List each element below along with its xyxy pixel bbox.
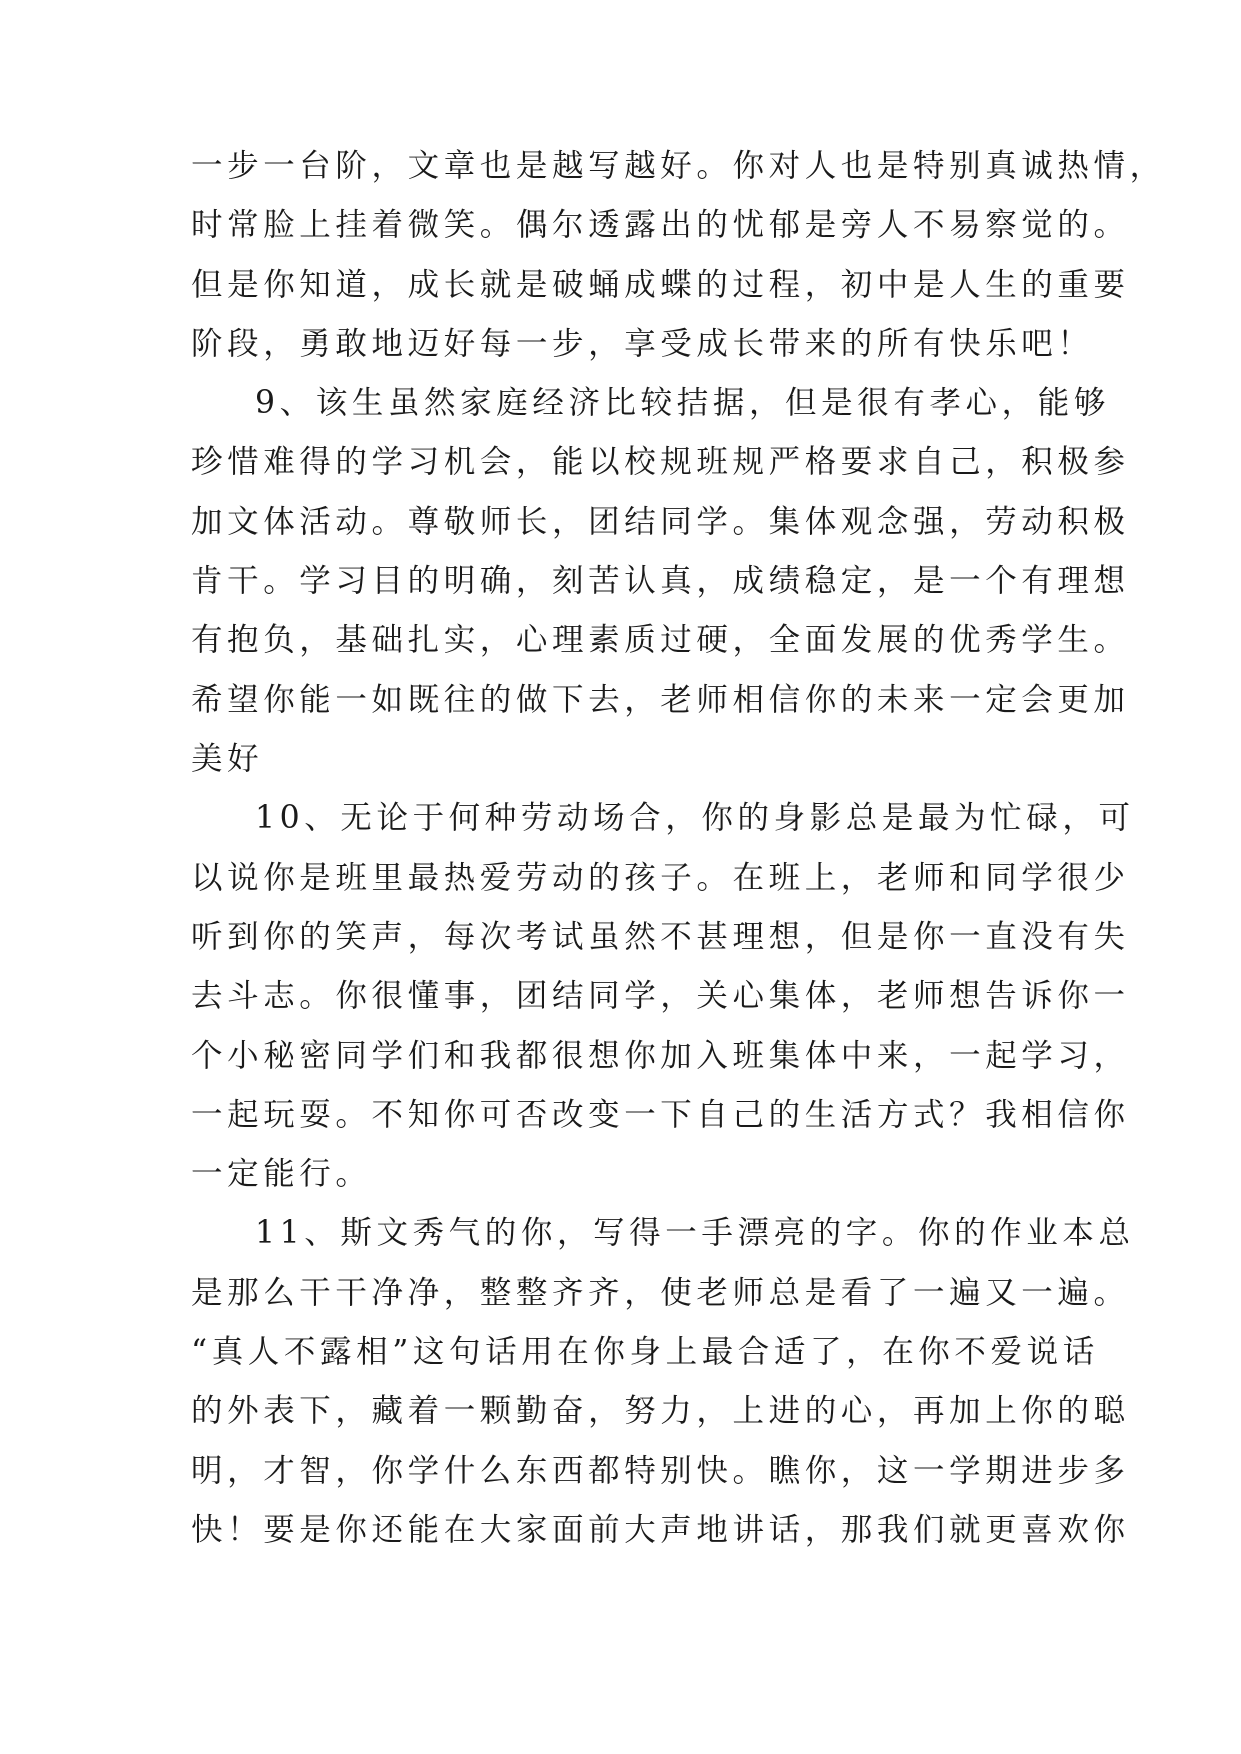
text-line: “真人不露相”这句话用在你身上最合适了，在你不爱说话 [191, 1334, 1099, 1370]
text-line: 美好 [191, 741, 264, 777]
text-line: 以说你是班里最热爱劳动的孩子。在班上，老师和同学很少 [191, 860, 1130, 896]
paragraph-11-first-line: 11、斯文秀气的你，写得一手漂亮的字。你的作业本总 [255, 1215, 1135, 1251]
paragraph-10-first-line: 10、无论于何种劳动场合，你的身影总是最为忙碌，可 [255, 800, 1135, 836]
text-line: 的外表下，藏着一颗勤奋，努力，上进的心，再加上你的聪 [191, 1393, 1130, 1429]
text-line: 但是你知道，成长就是破蛹成蝶的过程，初中是人生的重要 [191, 267, 1130, 303]
text-line: 个小秘密同学们和我都很想你加入班集体中来，一起学习， [191, 1038, 1130, 1074]
text-line: 希望你能一如既往的做下去，老师相信你的未来一定会更加 [191, 682, 1130, 718]
text-line: 一定能行。 [191, 1156, 372, 1192]
text-line: 去斗志。你很懂事，团结同学，关心集体，老师想告诉你一 [191, 978, 1130, 1014]
text-line: 珍惜难得的学习机会，能以校规班规严格要求自己，积极参 [191, 444, 1130, 480]
text-line: 明，才智，你学什么东西都特别快。瞧你，这一学期进步多 [191, 1453, 1130, 1489]
text-line: 加文体活动。尊敬师长，团结同学。集体观念强，劳动积极 [191, 504, 1130, 540]
text-line: 肯干。学习目的明确，刻苦认真，成绩稳定，是一个有理想 [191, 563, 1130, 599]
text-line: 时常脸上挂着微笑。偶尔透露出的忧郁是旁人不易察觉的。 [191, 207, 1130, 243]
text-line: 听到你的笑声，每次考试虽然不甚理想，但是你一直没有失 [191, 919, 1130, 955]
text-line: 是那么干干净净，整整齐齐，使老师总是看了一遍又一遍。 [191, 1275, 1130, 1311]
paragraph-9-first-line: 9、该生虽然家庭经济比较拮据，但是很有孝心，能够 [255, 385, 1110, 421]
text-line: 快！要是你还能在大家面前大声地讲话，那我们就更喜欢你 [191, 1512, 1130, 1548]
text-line: 阶段，勇敢地迈好每一步，享受成长带来的所有快乐吧！ [191, 326, 1094, 362]
text-line: 有抱负，基础扎实，心理素质过硬，全面发展的优秀学生。 [191, 622, 1130, 658]
text-line: 一步一台阶，文章也是越写越好。你对人也是特别真诚热情， [191, 148, 1166, 184]
text-line: 一起玩耍。不知你可否改变一下自己的生活方式？我相信你 [191, 1097, 1130, 1133]
